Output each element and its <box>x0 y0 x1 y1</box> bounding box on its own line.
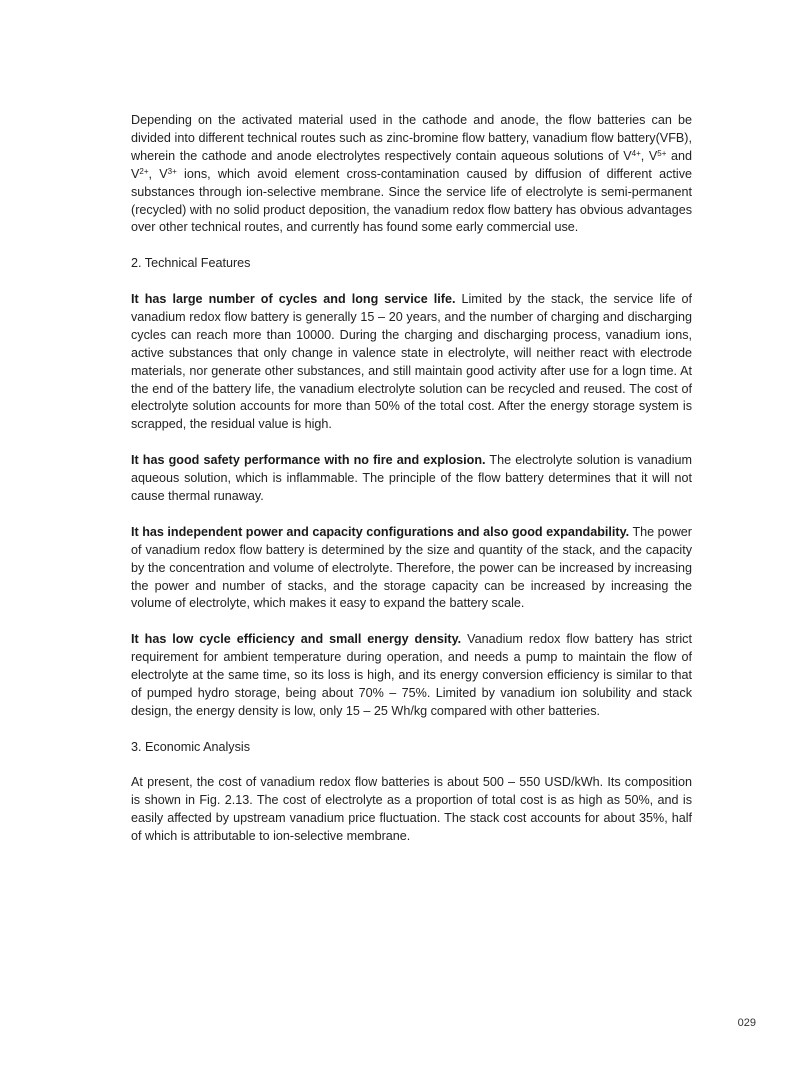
feature-paragraph <box>131 452 692 506</box>
feature-paragraph <box>131 524 692 614</box>
section-heading-technical-features: 2. Technical Features <box>131 256 251 271</box>
feature-lead: It has independent power and capacity configurations and also good expandability. <box>131 524 630 539</box>
intro-text-3: and V <box>131 148 692 181</box>
superscript-v4: 4+ <box>631 148 641 158</box>
intro-text-2: , V <box>640 148 658 163</box>
superscript-v5: 5+ <box>657 148 667 158</box>
feature-lead: It has large number of cycles and long service life. <box>131 292 456 307</box>
feature-body: Vanadium redox flow battery has strict requirement for ambient temperature during operation, and needs a pump to maintain the flow of electrolyte at the same time, so its loss is high, and its energy conversion efficiency is similar to that of pumped hydro storage, being about 70% – 75%. Limited by vanadium ion solubility and stack design, the energy density is low, only 15 – 25 Wh/kg compared with other batteries. <box>131 632 692 718</box>
superscript-v3: 3+ <box>167 166 177 176</box>
feature-lead: It has low cycle efficiency and small energy density. <box>131 632 462 647</box>
intro-paragraph <box>131 112 692 237</box>
feature-body: The electrolyte solution is vanadium aqueous solution, which is inflammable. The principle of the flow battery determines that it will not cause thermal runaway. <box>131 453 692 503</box>
page-number: 029 <box>737 1017 756 1029</box>
superscript-v2: 2+ <box>139 166 149 176</box>
feature-paragraph <box>131 631 692 721</box>
intro-text-4: , V <box>148 166 168 181</box>
feature-body: Limited by the stack, the service life of vanadium redox flow battery is generally 15 – 20 years, and the number of charging and discharging cycles can reach more than 10000. During the charging and discharging process, vanadium ions, active substances that only change in valence state in electrolyte, will neither react with electrode materials, nor generate other substances, and still maintain good activity after use for a logn time. At the end of the battery life, the vanadium electrolyte solution can be recycled and reused. The cost of electrolyte solution accounts for more than 50% of the total cost. After the energy storage system is scrapped, the residual value is high. <box>131 292 692 432</box>
feature-paragraph <box>131 291 692 434</box>
document-body <box>131 112 692 864</box>
section-heading-economic-analysis: 3. Economic Analysis <box>131 739 250 754</box>
feature-lead: It has good safety performance with no fire and explosion. <box>131 453 486 468</box>
intro-text-1: Depending on the activated material used in the cathode and anode, the flow batteries can be divided into different technical routes such as zinc-bromine flow battery, vanadium flow battery(VFB), wherein the cathode and anode electrolytes respectively contain aqueous solutions of V <box>131 113 692 163</box>
intro-text-5: ions, which avoid element cross-contamination caused by diffusion of different active substances through ion-selective membrane. Since the service life of electrolyte is semi-permanent (recycled) with no solid product deposition, the vanadium redox flow battery has obvious advantages over other technical routes, and currently has found some early commercial use. <box>131 166 692 235</box>
economic-paragraph: At present, the cost of vanadium redox flow batteries is about 500 – 550 USD/kWh. Its composition is shown in Fig. 2.13. The cost of electrolyte as a proportion of total cost is as high as 50%, and is easily affected by upstream vanadium price fluctuation. The stack cost accounts for about 35%, half of which is attributable to ion-selective membrane. <box>131 775 692 844</box>
feature-body: The power of vanadium redox flow battery is determined by the size and quantity of the stack, and the capacity by the concentration and volume of electrolyte. Therefore, the power can be increased by increasing the power and number of stacks, and the storage capacity can be increased by increasing the volume of electrolyte, which makes it easy to expand the battery scale. <box>131 524 692 611</box>
